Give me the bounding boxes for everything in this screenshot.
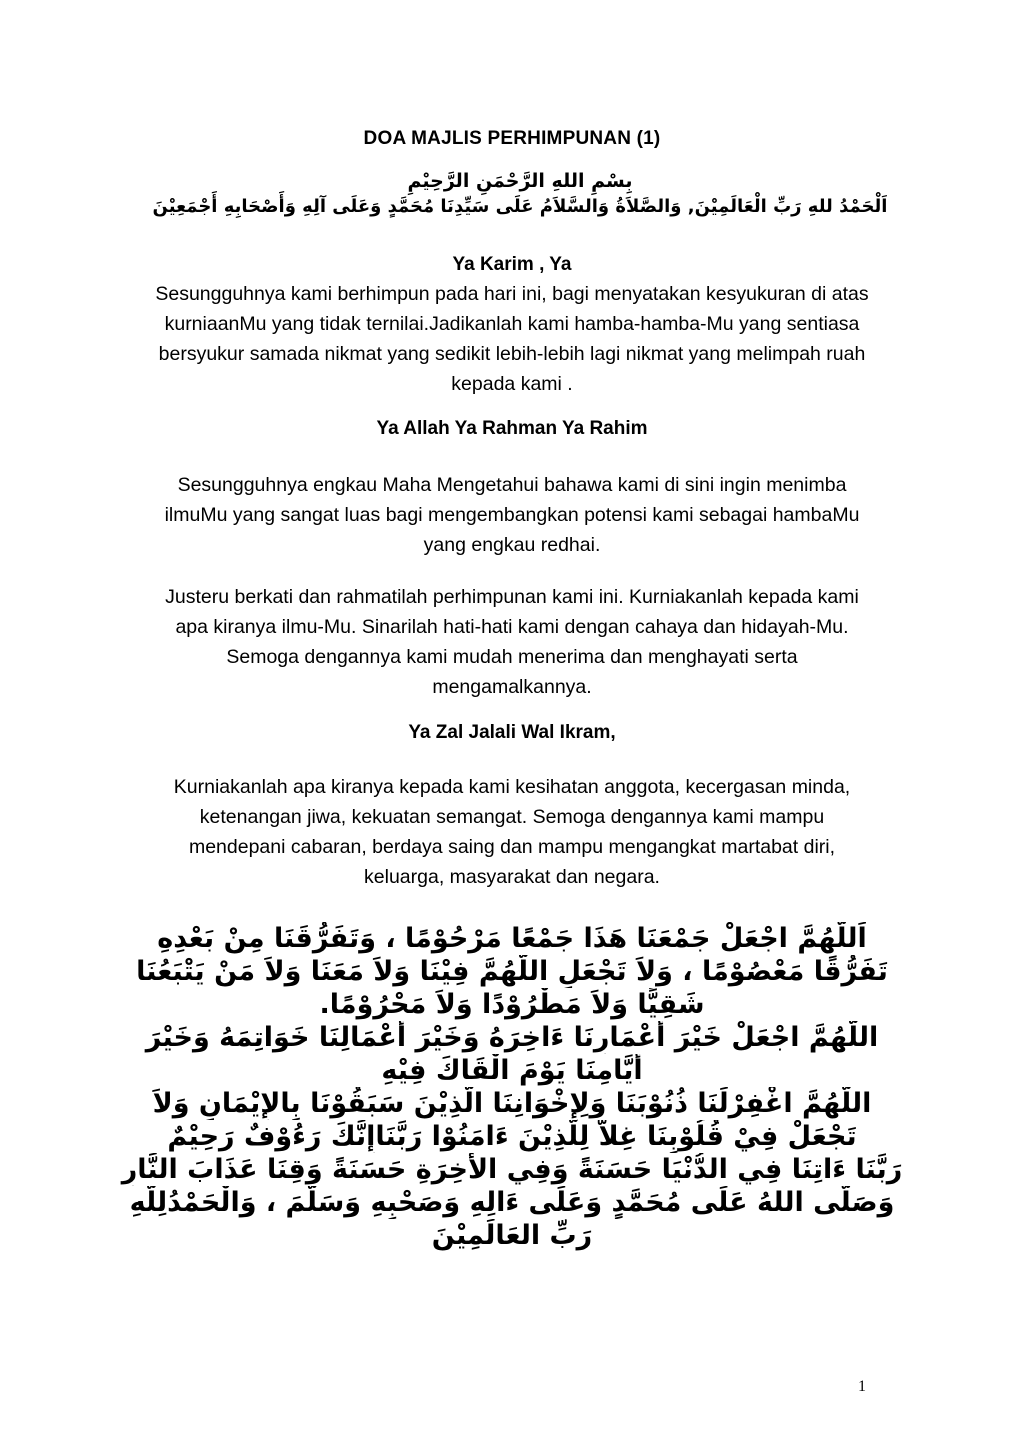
- doa-line: رَبِّ العَالَمِيْنَ: [431, 1220, 593, 1251]
- section-paragraph: Justeru berkati dan rahmatilah perhimpunan kami ini. Kurniakanlah kepada kami apa kiranya ilmu-Mu. Sinarilah hati-hati kami dengan cahaya dan hidayah-Mu. Semoga dengannya kami mudah menerima dan menghayati serta mengamalkannya.: [165, 586, 859, 698]
- section-paragraph: Sesungguhnya kami berhimpun pada hari ini, bagi menyatakan kesyukuran di atas kurniaanMu yang tidak ternilai.Jadikanlah kami hamba-hamba-Mu yang sentiasa bersyukur samada nikmat yang sedikit lebih-lebih lagi nikmat yang melimpah ruah kepada kami .: [155, 283, 869, 395]
- section-heading: Ya Allah Ya Rahman Ya Rahim: [376, 418, 648, 439]
- document-title: DOA MAJLIS PERHIMPUNAN (1): [363, 128, 661, 149]
- section-paragraph: Kurniakanlah apa kiranya kepada kami kesihatan anggota, kecergasan minda, ketenangan jiwa, kekuatan semangat. Semoga dengannya kami mampu mendepani cabaran, berdaya saing dan mampu mengangkat martabat diri, keluarga, masyarakat dan negara.: [173, 776, 851, 888]
- doa-line: تَجْعَلْ فِيْ قُلُوْبِنَا غِلاًّ لِلَّذِيْنَ ءَامَنُوْا رَبَّنَاإِنَّكَ رَءُوْفٌ رَحِيْمٌ: [167, 1121, 857, 1152]
- section-heading: Ya Karim , Ya: [452, 254, 572, 275]
- arabic-doa: [110, 922, 914, 1252]
- hamdalah: اَلْحَمْدُ للهِ رَبِّ الْعَالَمِيْنَ, وَالصَّلاَةُ وَالسَّلاَمُ عَلَى سَيِّدِنَا مُحَمَّدٍ وَعَلَى آلِهِ وَأَصْحَابِهِ أَجْمَعِيْنَ: [152, 196, 888, 217]
- page-number: 1: [858, 1378, 866, 1395]
- doa-line: رَبَّنَا ءَاتِنَا فِي الدُّنْيَا حَسَنَةً وَفِي الأَخِرَةِ حَسَنَةً وَقِنَا عَذَابَ النَّارِ: [121, 1154, 903, 1185]
- doa-line: وَصَلَّى اللهُ عَلَى مُحَمَّدٍ وَعَلَى ءَالِهِ وَصَحْبِهِ وَسَلَّمَ ، وَالْحَمْدُلِلَّهِ: [129, 1187, 895, 1218]
- doa-line: اللَّهُمَّ اغْفِرْلَنَا ذُنُوْبَنَا وَلِإِخْوَانِنَا الَّذِيْنَ سَبَقُوْنَا بِالإِيْمَانِ وَلاَ: [152, 1088, 872, 1119]
- doa-line: أَيَّامِنَا يَوْمَ الْقَاكَ فِيْهِ: [381, 1055, 643, 1086]
- section-heading: Ya Zal Jalali Wal Ikram,: [408, 722, 616, 743]
- doa-line: شَقِيًّا وَلاَ مَطْرُوْدًا وَلاَ مَحْرُوْمًا.: [319, 989, 705, 1020]
- doa-line: اَللَّهُمَّ اجْعَلْ جَمْعَنَا هَذَا جَمْعًا مَرْحُوْمًا ، وَتَفَرُّقَنَا مِنْ بَعْدِهِ: [157, 923, 867, 954]
- section-paragraph: Sesungguhnya engkau Maha Mengetahui bahawa kami di sini ingin menimba ilmuMu yang sangat luas bagi mengembangkan potensi kami sebagai hambaMu yang engkau redhai.: [164, 474, 860, 556]
- bismillah: بِسْمِ اللهِ الرَّحْمَنِ الرَّحِيْمِ: [407, 170, 633, 192]
- doa-line: اللَّهُمَّ اجْعَلْ خَيْرَ أَعْمَارِنَا ءَاخِرَهُ وَخَيْرَ أَعْمَالِنَا خَوَاتِمَهُ وَخَيْرَ: [145, 1022, 879, 1053]
- doa-line: تَفَرُّقًا مَعْصُوْمًا ، وَلاَ تَجْعَلِ اللَّهُمَّ فِيْنَا وَلاَ مَعَنَا وَلاَ مَنْ يَتْبَعُنَا: [136, 956, 888, 987]
